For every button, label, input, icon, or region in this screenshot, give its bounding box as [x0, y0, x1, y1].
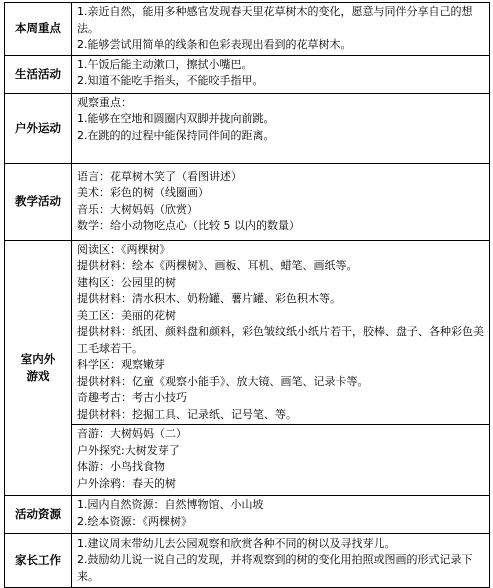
label-teaching [5, 163, 72, 240]
content-line: 户外涂鸦：春天的树 [77, 476, 176, 490]
label-weekly-focus [5, 3, 72, 56]
row-games-outdoor [5, 425, 490, 496]
label-text: 本周重点 [15, 21, 61, 36]
weekly-plan-sheet [4, 2, 490, 583]
content-line: 1.午饭后能主动漱口，擦拭小嘴巴。 [77, 57, 253, 71]
content-line: 1.亲近自然，能用多种感官发现春天里花草树木的变化，愿意与同伴分享自己的想法。 [77, 5, 473, 35]
content-resources [72, 496, 490, 534]
content-line: 2.绘本资源：《两棵树》 [77, 514, 192, 528]
content-line: 奇趣考古：考古小技巧 [77, 391, 187, 404]
label-text: 户外运动 [15, 120, 61, 135]
content-line: 2.在跳的的过程中能保持同伴间的距离。 [77, 128, 275, 142]
content-line: 提供材料：绘本《两棵树》、画板、耳机、蜡笔、画纸等。 [77, 259, 358, 272]
content-line: 提供材料：挖掘工具、记录纸、记号笔、等。 [77, 407, 297, 421]
content-line: 1.园内自然资源：自然博物馆、小山坡 [77, 498, 264, 511]
weekly-plan-table [4, 2, 490, 588]
row-teaching [5, 163, 490, 240]
content-line: 体游：小鸟找食物 [77, 460, 165, 473]
content-line: 1.能够在空地和圆圈内双脚并拢向前跳。 [77, 112, 275, 125]
content-line: 提供材料：清水积木、奶粉罐、薯片罐、彩色积木等。 [77, 292, 341, 305]
content-line: 1.建议周末带幼儿去公园观察和欣赏各种不同的树以及寻找芽儿。 [77, 536, 396, 550]
content-games-outdoor [72, 425, 490, 496]
label-text: 生活活动 [15, 66, 61, 81]
label-daily-life [5, 55, 72, 93]
content-line: 提供材料：纸团、颜料盘和颜料，彩色皱纹纸小纸片若干，胶棒、盘子、各种彩色美工毛球若干。 [77, 325, 484, 355]
content-line: 美术：彩色的树（线圈画） [77, 186, 209, 199]
content-line: 科学区：观察嫩芽 [77, 358, 165, 371]
label-text: 游戏 [26, 368, 50, 383]
content-line: 观察重点： [77, 95, 132, 109]
row-resources [5, 496, 490, 534]
content-daily-life [72, 55, 490, 93]
label-games [5, 240, 72, 496]
label-text: 活动资源 [15, 507, 61, 521]
content-parents [72, 534, 490, 588]
label-text: 室内外 [20, 351, 56, 366]
content-line: 数学：给小动物吃点心（比较 5 以内的数量） [77, 219, 300, 232]
label-text: 教学活动 [15, 194, 61, 208]
content-line: 语言：花草树木笑了（看图讲述） [77, 169, 242, 183]
content-line: 户外探究:大树发芽了 [77, 443, 180, 457]
row-games-indoor [5, 240, 490, 425]
content-line: 2.能够尝试用简单的线条和色彩表现出看到的花草树木。 [77, 38, 352, 51]
content-weekly-focus [72, 3, 490, 56]
label-parents [5, 534, 72, 588]
content-games-indoor [72, 240, 490, 425]
content-line: 美工区：美丽的花树 [77, 308, 176, 322]
label-outdoor-exercise [5, 93, 72, 163]
row-weekly-focus [5, 3, 490, 56]
label-resources [5, 496, 72, 534]
row-outdoor-exercise [5, 93, 490, 163]
content-line: 2.鼓励幼儿说一说自己的发现，并将观察到的树的变化用拍照或图画的形式记录下来。 [77, 553, 473, 583]
row-daily-life [5, 55, 490, 93]
content-line: 阅读区：《两棵树》 [77, 242, 171, 256]
content-line: 提供材料：亿童《观察小能手》、放大镜、画笔、记录卡等。 [77, 374, 369, 388]
row-parents [5, 534, 490, 588]
content-line: 音游：大树妈妈（二） [77, 427, 187, 440]
content-line: 2.知道不能吃手指头，不能咬手指甲。 [77, 74, 264, 87]
label-text: 家长工作 [15, 553, 61, 567]
content-line: 建构区：公园里的树 [77, 275, 176, 289]
content-outdoor-exercise [72, 93, 490, 163]
content-teaching [72, 163, 490, 240]
content-line: 音乐：大树妈妈（欣赏） [77, 202, 198, 216]
